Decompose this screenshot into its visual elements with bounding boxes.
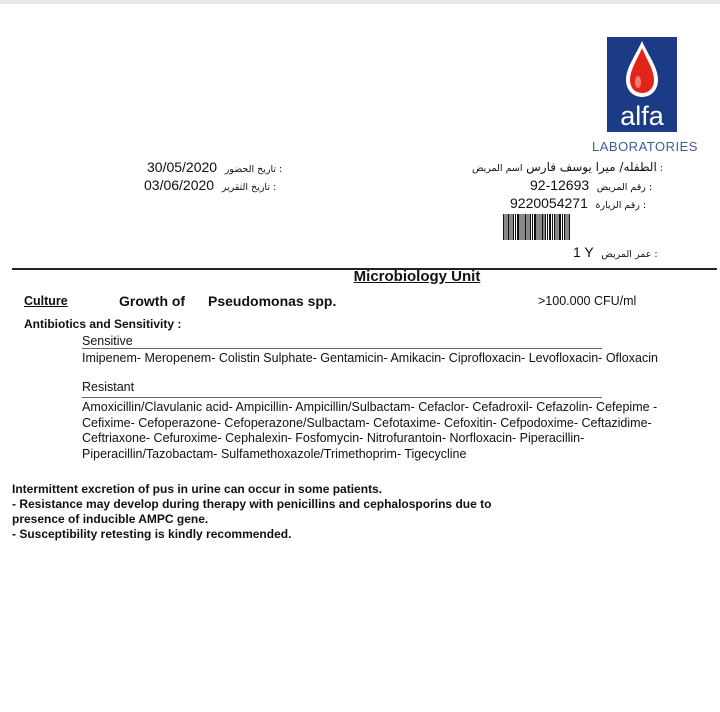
- report-date-label: تاريخ التقرير :: [221, 182, 277, 193]
- attendance-date-label: تاريخ الحضور :: [224, 164, 283, 175]
- sensitive-label: Sensitive: [82, 334, 133, 348]
- sensitive-list: Imipenem- Meropenem- Colistin Sulphate- Gentamicin- Amikacin- Ciprofloxacin- Levofloxacin- Ofloxacin: [82, 351, 658, 365]
- sensitive-divider: [82, 348, 602, 349]
- logo-brand-text: alfa: [620, 101, 664, 131]
- patient-age-row: [573, 244, 658, 260]
- culture-label: Culture: [24, 294, 68, 308]
- unit-title: Microbiology Unit: [353, 268, 481, 285]
- patient-name: الطفله/ ميرا يوسف فارس: [526, 160, 657, 174]
- organism-name: Pseudomonas spp.: [208, 293, 337, 309]
- patient-age-label: عمر المريض :: [601, 249, 658, 260]
- note-line-4: - Susceptibility retesting is kindly recommended.: [12, 527, 292, 541]
- report-date-row: [144, 177, 276, 193]
- visit-number: 9220054271: [510, 195, 588, 211]
- alfa-logo: [607, 37, 677, 132]
- note-line-2: - Resistance may develop during therapy with penicillins and cephalosporins due to: [12, 497, 492, 511]
- barcode: [503, 214, 570, 240]
- resistant-divider: [82, 397, 602, 398]
- resistant-list: Amoxicillin/Clavulanic acid- Ampicillin- Ampicillin/Sulbactam- Cefaclor- Cefadroxil- Cefazolin- Cefepime - Cefixime- Cefoperazone- Cefoperazone/Sulbactam- Cefotaxime- Cefoxitin- Cefpodoxime- Ceftazidime- Ceftriaxone- Cefuroxime- Cephalexin- Fosfomycin- Nitrofurantoin- Norfloxacin- Piperacillin- Piperacillin/Tazobactam- Sulfamethoxazole/Trimethoprim- Tigecycline: [82, 400, 658, 461]
- patient-number-row: [530, 177, 652, 193]
- patient-number: 92-12693: [530, 177, 590, 193]
- resistant-label: Resistant: [82, 380, 135, 394]
- growth-label: Growth of: [119, 293, 186, 309]
- note-line-1: Intermittent excretion of pus in urine can occur in some patients.: [12, 482, 383, 496]
- patient-name-label: اسم المريض :: [472, 163, 664, 174]
- page-top-edge: [0, 0, 720, 4]
- attendance-date: 30/05/2020: [147, 159, 218, 175]
- visit-number-label: رقم الزيارة :: [595, 200, 647, 211]
- visit-number-row: [510, 195, 646, 211]
- patient-age: 1 Y: [573, 244, 594, 260]
- logo-subtitle: LABORATORIES: [592, 139, 698, 154]
- patient-name-row: [468, 159, 663, 174]
- report-date: 03/06/2020: [144, 177, 215, 193]
- attendance-date-row: [147, 159, 282, 175]
- antibiotics-heading: Antibiotics and Sensitivity :: [24, 317, 182, 331]
- patient-number-label: رقم المريض :: [596, 182, 653, 193]
- colony-count: >100.000 CFU/ml: [538, 294, 637, 308]
- note-line-3: presence of inducible AMPC gene.: [12, 512, 209, 526]
